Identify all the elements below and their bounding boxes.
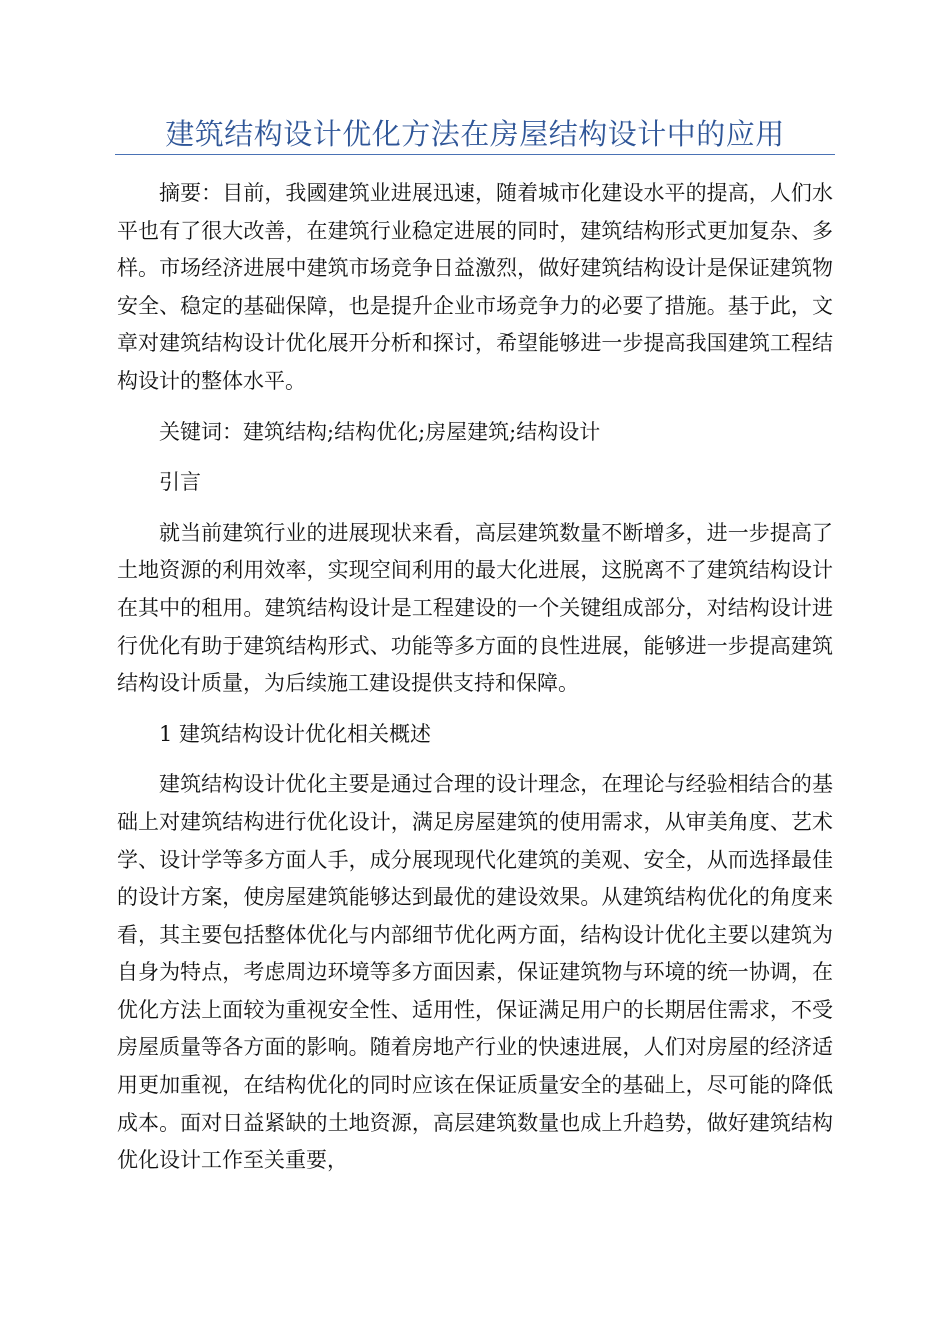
title-underline [115, 154, 835, 155]
keywords-line: 关键词：建筑结构;结构优化;房屋建筑;结构设计 [159, 419, 601, 444]
abstract-paragraph: 摘要：目前，我國建筑业进展迅速，随着城市化建设水平的提高，人们水平也有了很大改善，在建筑行业稳定进展的同时，建筑结构形式更加复杂、多样。市场经济进展中建筑市场竞争日益激烈，做好建筑结构设计是保证建筑物安全、稳定的基础保障，也是提升企业市场竞争力的必要了措施。基于此，文章对建筑结构设计优化展开分析和探讨，希望能够进一步提高我国建筑工程结构设计的整体水平。 [117, 181, 833, 393]
section-1-heading: 1 建筑结构设计优化相关概述 [159, 721, 432, 746]
document-title: 建筑结构设计优化方法在房屋结构设计中的应用 [165, 117, 785, 151]
intro-heading: 引言 [159, 470, 201, 495]
intro-paragraph: 就当前建筑行业的进展现状来看，高层建筑数量不断增多，进一步提高了土地资源的利用效率，实现空间利用的最大化进展，这脱离不了建筑结构设计在其中的租用。建筑结构设计是工程建设的一个关键组成部分，对结构设计进行优化有助于建筑结构形式、功能等多方面的良性进展，能够进一步提高建筑结构设计质量，为后续施工建设提供支持和保障。 [117, 520, 833, 696]
section-1-paragraph: 建筑结构设计优化主要是通过合理的设计理念，在理论与经验相结合的基础上对建筑结构进行优化设计，满足房屋建筑的使用需求，从审美角度、艺术学、设计学等多方面人手，成分展现现代化建筑的美观、安全，从而选择最佳的设计方案，使房屋建筑能够达到最优的建设效果。从建筑结构优化的角度来看，其主要包括整体优化与内部细节优化两方面，结构设计优化主要以建筑为自身为特点，考虑周边环境等多方面因素，保证建筑物与环境的统一协调，在优化方法上面较为重视安全性、适用性，保证满足用户的长期居住需求，不受房屋质量等各方面的影响。随着房地产行业的快速进展，人们对房屋的经济适用更加重视，在结构优化的同时应该在保证质量安全的基础上，尽可能的降低成本。面对日益紧缺的土地资源，高层建筑数量也成上升趋势，做好建筑结构优化设计工作至关重要， [117, 772, 833, 1173]
document-body [117, 175, 833, 1180]
